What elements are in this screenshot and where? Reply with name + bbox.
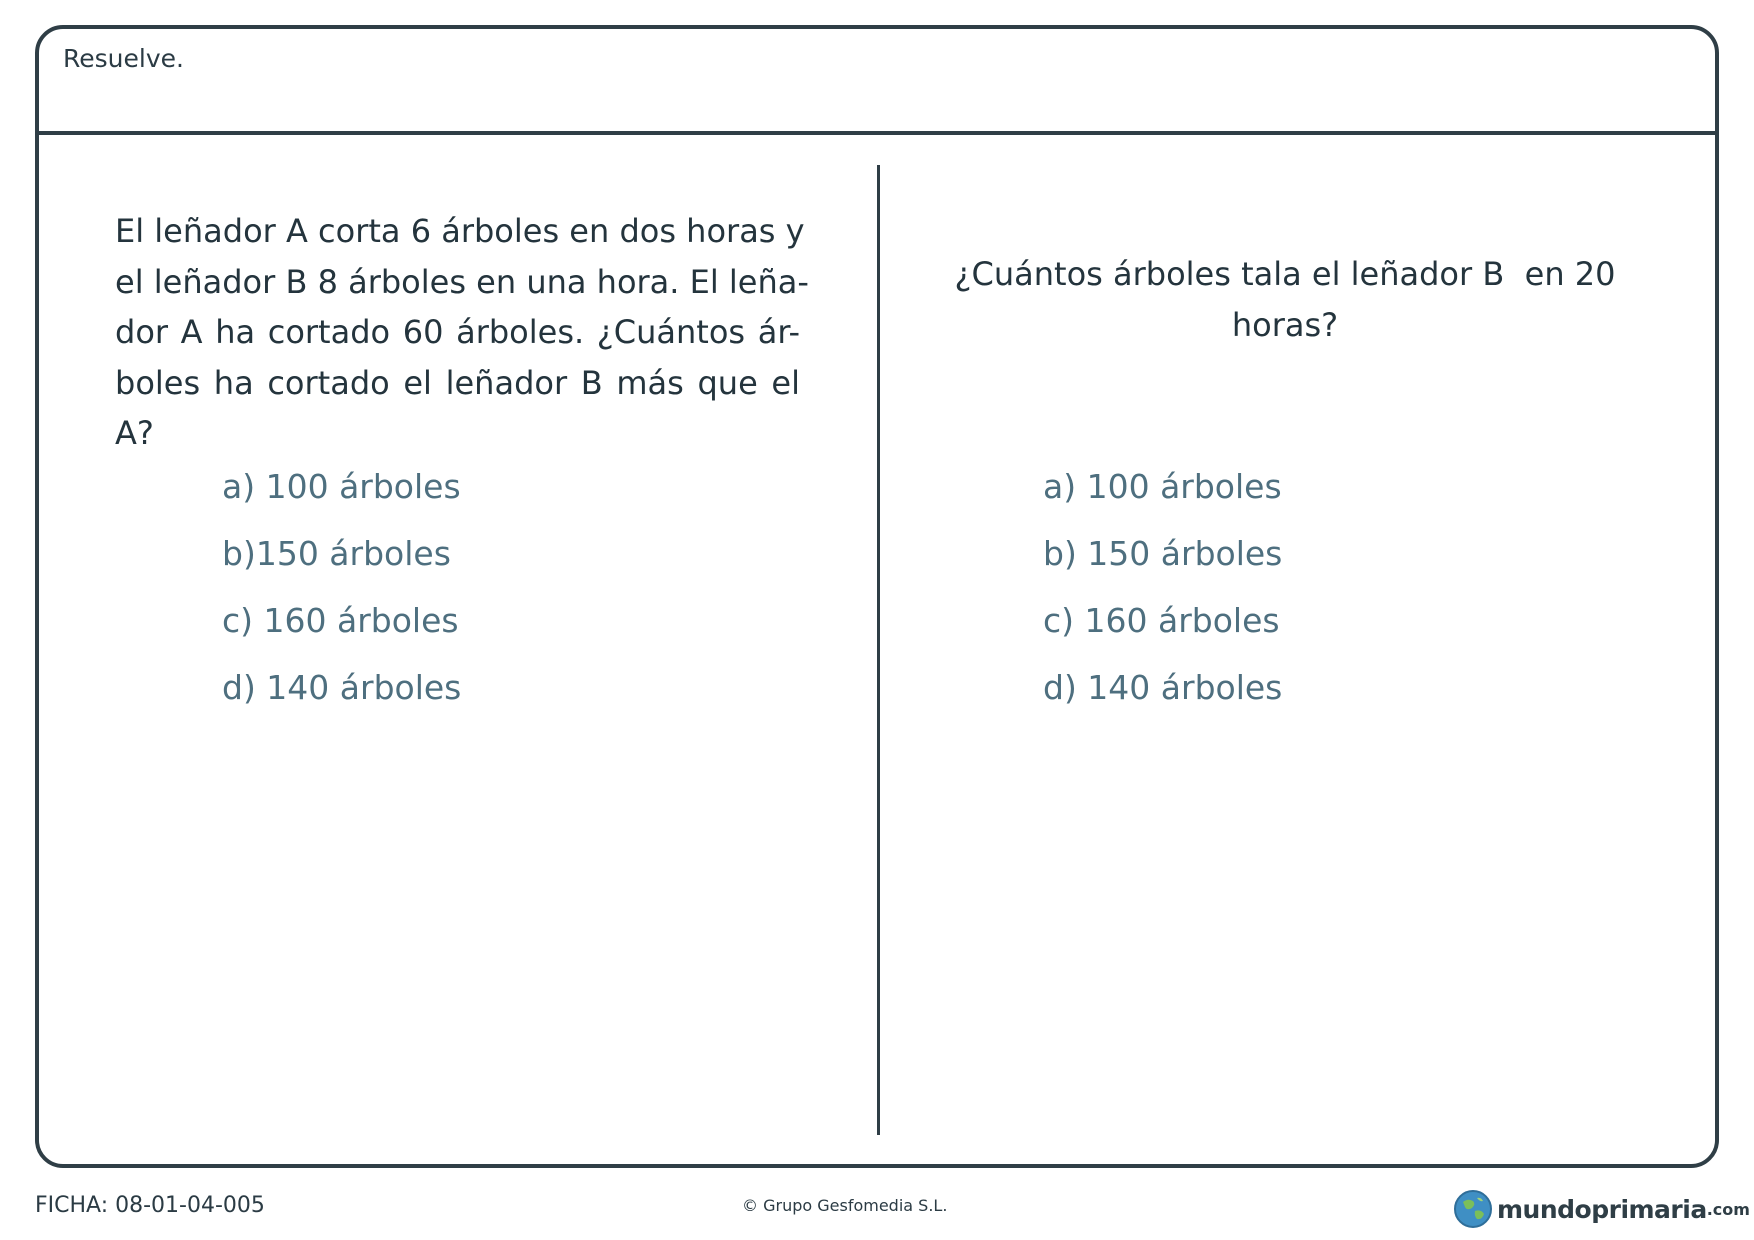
question-line: boles ha cortado el leñador B más que el	[115, 363, 800, 402]
logo-tld: .com	[1706, 1199, 1750, 1219]
answer-option-d: d) 140 árboles	[222, 668, 462, 707]
logo-name: mundoprimaria	[1497, 1194, 1707, 1224]
answer-option-b: b)150 árboles	[222, 534, 451, 573]
answer-option-d: d) 140 árboles	[1043, 668, 1283, 707]
left-question	[115, 206, 809, 459]
copyright-notice: © Grupo Gesfomedia S.L.	[742, 1196, 948, 1215]
instruction-text: Resuelve.	[63, 44, 184, 73]
mundoprimaria-logo[interactable]	[1453, 1189, 1750, 1229]
left-options-list	[222, 453, 461, 721]
question-line: A?	[115, 414, 154, 452]
right-question	[935, 249, 1635, 350]
question-line: dor A ha cortado 60 árboles. ¿Cuántos ár-	[115, 313, 800, 351]
answer-option-a: a) 100 árboles	[222, 467, 461, 506]
question-line: el leñador B 8 árboles en una hora. El leña-	[115, 262, 809, 301]
ficha-code: FICHA: 08-01-04-005	[35, 1193, 265, 1218]
right-options-list	[1043, 453, 1282, 721]
answer-option-b: b) 150 árboles	[1043, 534, 1283, 573]
column-divider	[877, 165, 880, 1135]
header-divider	[35, 131, 1719, 135]
answer-option-c: c) 160 árboles	[222, 601, 459, 640]
answer-option-c: c) 160 árboles	[1043, 601, 1280, 640]
question-line: horas?	[1231, 305, 1339, 344]
answer-option-a: a) 100 árboles	[1043, 467, 1282, 506]
globe-icon	[1453, 1189, 1493, 1229]
question-line: ¿Cuántos árboles tala el leñador B en 20	[954, 255, 1616, 293]
question-line: El leñador A corta 6 árboles en dos horas y	[115, 212, 805, 250]
